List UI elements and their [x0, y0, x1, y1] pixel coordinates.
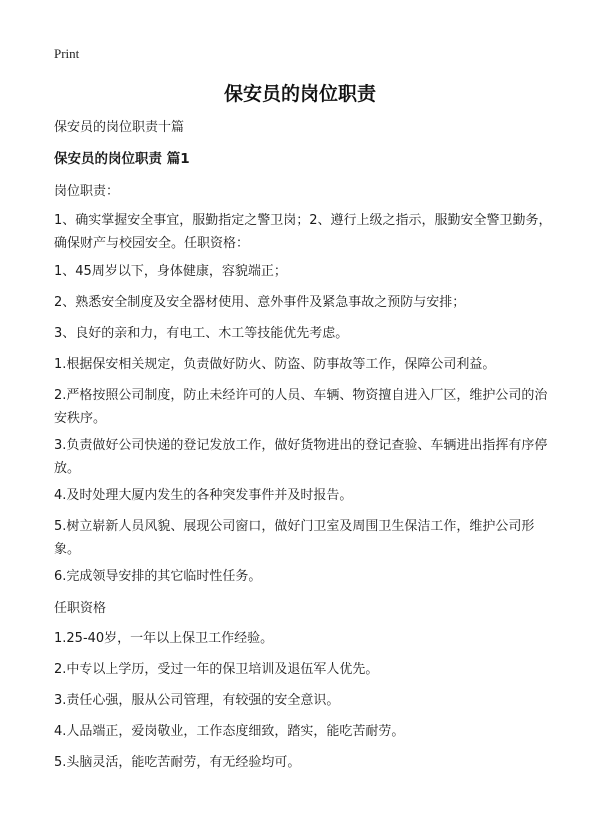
- paragraph: 2、熟悉安全制度及安全器材使用、意外事件及紧急事故之预防与安排；: [54, 295, 466, 310]
- paragraph: 2.严格按照公司制度，防止未经许可的人员、车辆、物资擅自进入厂区，维护公司的治安秩序。: [54, 388, 548, 426]
- paragraph: 3.责任心强，服从公司管理，有较强的安全意识。: [54, 693, 340, 708]
- paragraph: 2.中专以上学历，受过一年的保卫培训及退伍军人优先。: [54, 662, 379, 677]
- page-title: 保安员的岗位职责: [223, 83, 376, 105]
- paragraph: 3.负责做好公司快递的登记发放工作，做好货物进出的登记查验、车辆进出指挥有序停放。: [54, 438, 548, 476]
- paragraph: 1.25-40岁，一年以上保卫工作经验。: [54, 631, 274, 646]
- paragraph: 岗位职责：: [54, 184, 120, 199]
- paragraph: 1、45周岁以下，身体健康，容貌端正；: [54, 264, 287, 279]
- paragraph: 4.人品端正，爱岗敬业，工作态度细致，踏实，能吃苦耐劳。: [54, 724, 405, 739]
- paragraph: 5.树立崭新人员风貌、展现公司窗口，做好门卫室及周围卫生保洁工作，维护公司形象。: [54, 519, 535, 557]
- document-subtitle: 保安员的岗位职责十篇: [54, 120, 185, 135]
- section-heading: 保安员的岗位职责 篇1: [54, 151, 190, 167]
- paragraph: 1、确实掌握安全事宜，服勤指定之警卫岗；2、遵行上级之指示，服勤安全警卫勤务，确保财产与校园安全。任职资格：: [54, 213, 552, 251]
- paragraph: 任职资格: [54, 601, 107, 616]
- paragraph: 5.头脑灵活，能吃苦耐劳，有无经验均可。: [54, 755, 301, 770]
- paragraph: 6.完成领导安排的其它临时性任务。: [54, 569, 262, 584]
- paragraph: 3、良好的亲和力，有电工、木工等技能优先考虑。: [54, 326, 349, 341]
- paragraph: 1.根据保安相关规定，负责做好防火、防盗、防事故等工作，保障公司利益。: [54, 357, 496, 372]
- paragraph: 4.及时处理大厦内发生的各种突发事件并及时报告。: [54, 488, 353, 503]
- print-link[interactable]: Print: [54, 46, 80, 61]
